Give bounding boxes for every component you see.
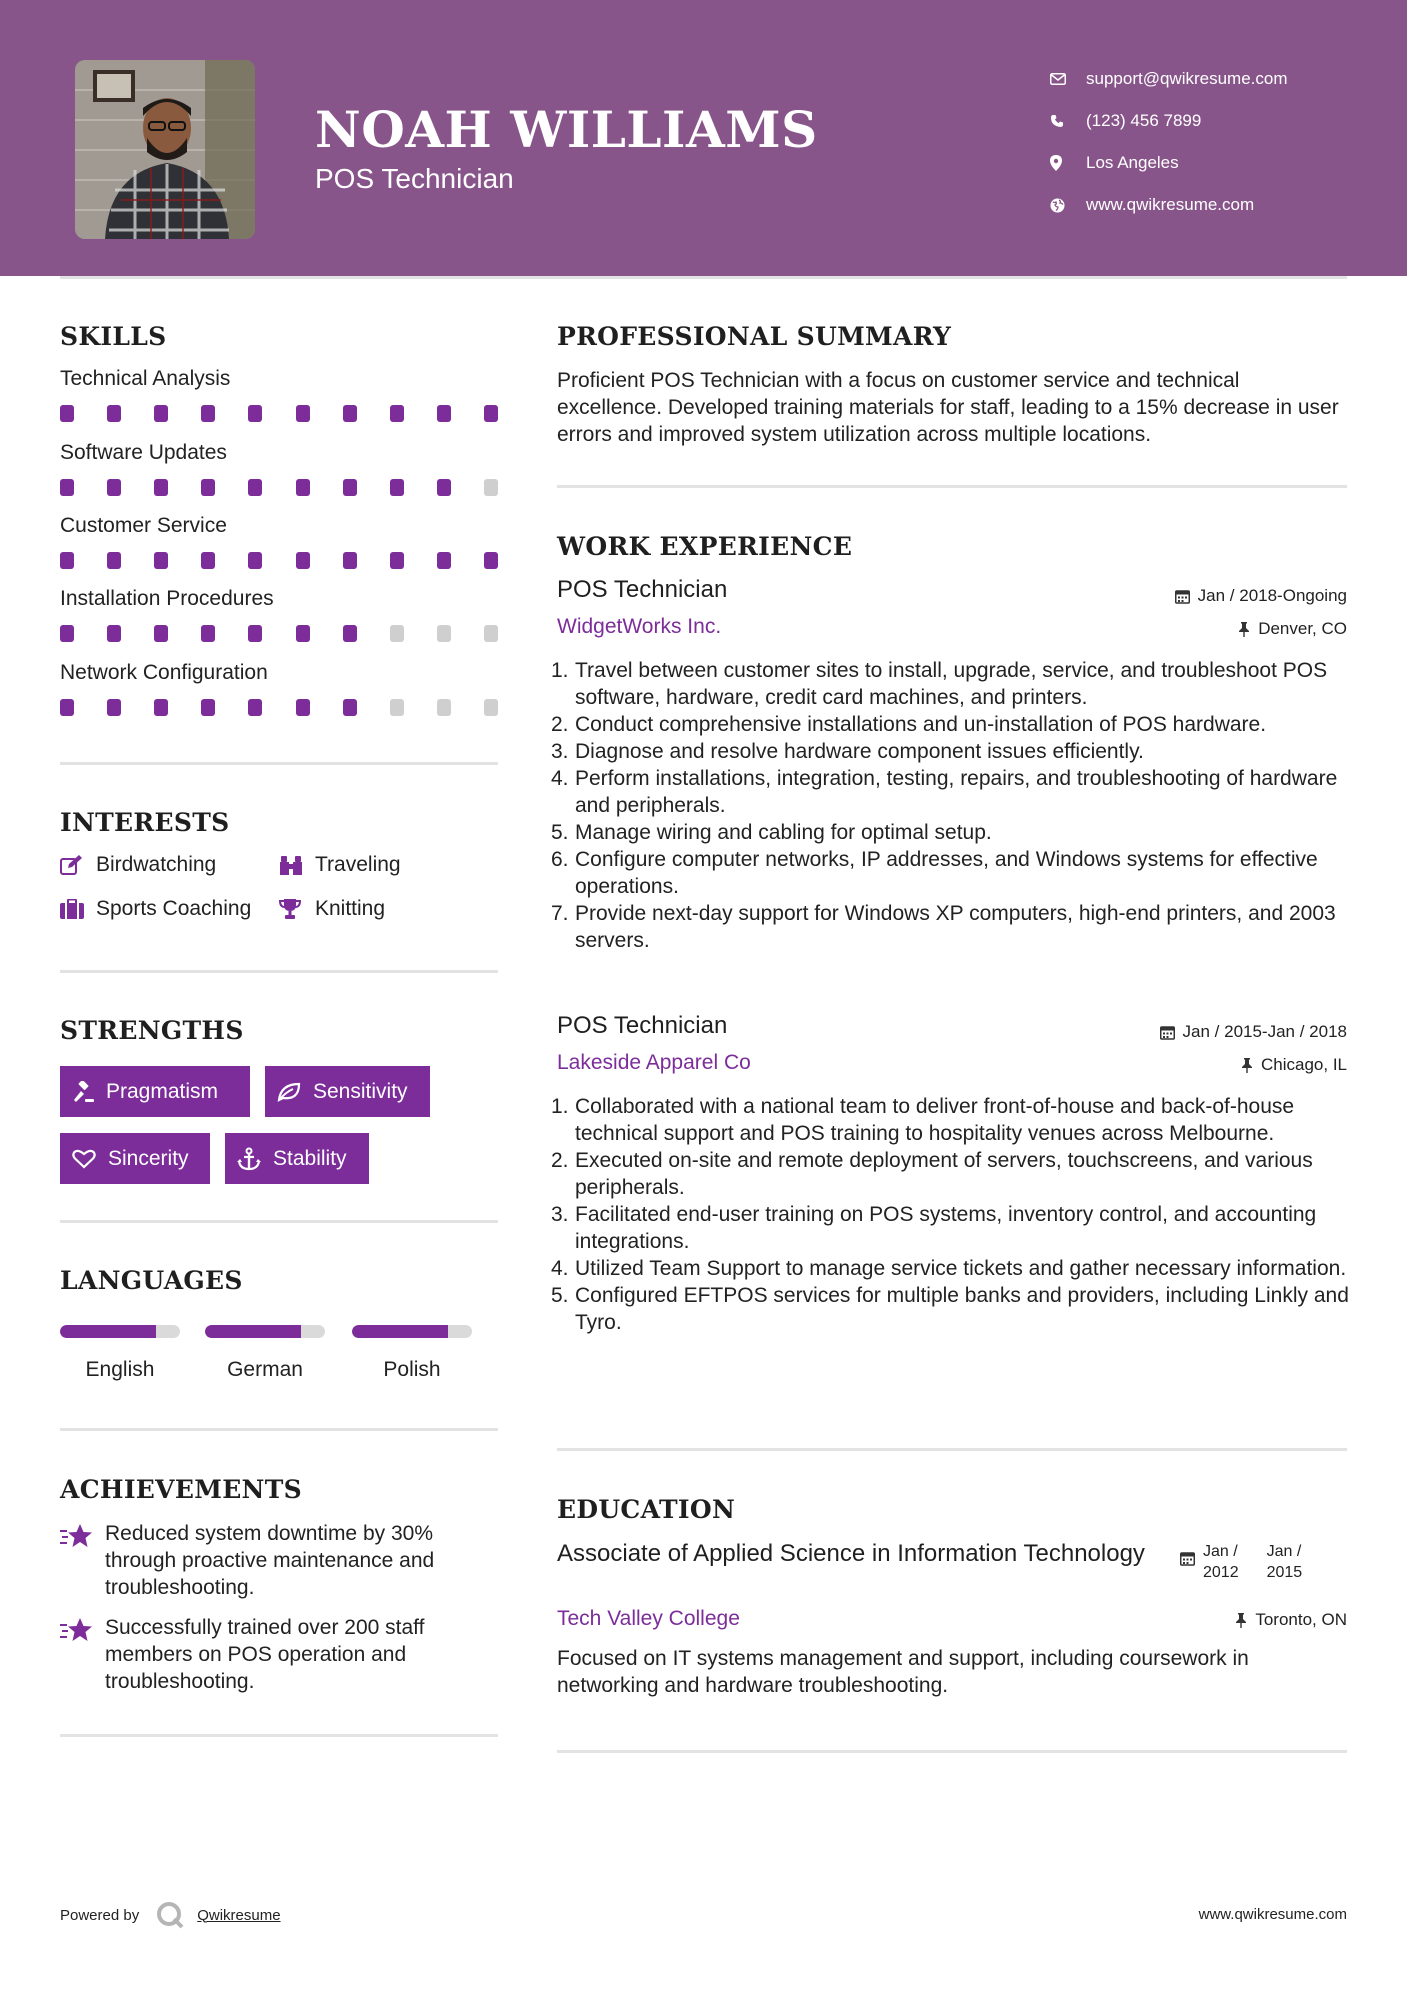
company-name: WidgetWorks Inc.	[557, 615, 722, 638]
skill-name: Network Configuration	[60, 661, 268, 684]
skill-item	[60, 441, 500, 496]
job-dates	[1175, 586, 1347, 606]
job-responsibilities	[551, 1093, 1357, 1336]
education-heading: EDUCATION	[557, 1495, 736, 1524]
skill-dot-filled	[390, 552, 404, 569]
contact-phone[interactable]	[1050, 100, 1288, 142]
interest-item	[279, 897, 385, 921]
bullet-text: Facilitated end-user training on POS systems, inventory control, and accounting integrations.	[575, 1203, 1317, 1253]
skill-dot-filled	[343, 699, 357, 716]
skill-dot-filled	[107, 479, 121, 496]
powered-by-text: Powered by	[60, 1906, 140, 1924]
skill-name: Customer Service	[60, 514, 227, 537]
skill-dot-filled	[154, 479, 168, 496]
skill-dot-filled	[60, 405, 74, 422]
skill-dot-filled	[60, 552, 74, 569]
job-dates	[1160, 1022, 1347, 1042]
job-location	[1238, 619, 1347, 639]
skill-rating	[60, 552, 498, 569]
calendar-icon	[1175, 589, 1190, 604]
experience-heading: WORK EXPERIENCE	[557, 532, 853, 561]
skill-dot-filled	[107, 699, 121, 716]
list-item: 5. Configured EFTPOS services for multiple banks and providers, including Linkly and Tyro.	[551, 1284, 1349, 1334]
language-item	[352, 1325, 472, 1382]
language-level-fill	[60, 1325, 156, 1338]
education-description: Focused on IT systems management and support, including coursework in networking and hardware troubleshooting.	[557, 1647, 1249, 1697]
skill-rating	[60, 625, 498, 642]
strength-tag	[225, 1133, 369, 1184]
skill-dot-filled	[343, 405, 357, 422]
language-level-bar	[205, 1325, 325, 1338]
bullet-text: Manage wiring and cabling for optimal setup.	[575, 821, 992, 844]
summary-heading: PROFESSIONAL SUMMARY	[557, 322, 952, 351]
language-level-fill	[205, 1325, 301, 1338]
footer-brand-link[interactable]: Qwikresume	[197, 1906, 281, 1924]
trophy-icon	[279, 898, 315, 920]
leaf-icon	[277, 1082, 301, 1102]
language-name: English	[85, 1358, 155, 1381]
section-divider	[60, 1734, 498, 1737]
list-item: 4. Perform installations, integration, testing, repairs, and troubleshooting of hardware and peripherals.	[551, 767, 1338, 817]
interest-label: Birdwatching	[96, 853, 217, 876]
section-divider	[60, 1220, 498, 1223]
skill-dot-filled	[343, 552, 357, 569]
bullet-text: Configured EFTPOS services for multiple banks and providers, including Linkly and Tyro.	[575, 1284, 1349, 1334]
skill-dot-empty	[437, 699, 451, 716]
contact-list	[1050, 58, 1288, 226]
skill-item	[60, 367, 500, 422]
binoculars-icon	[279, 854, 315, 876]
bullet-text: Provide next-day support for Windows XP computers, high-end printers, and 2003 servers.	[575, 902, 1336, 952]
language-name: Polish	[383, 1358, 441, 1381]
languages-heading: LANGUAGES	[60, 1266, 243, 1295]
skill-dot-filled	[296, 699, 310, 716]
profile-photo	[75, 60, 255, 239]
contact-location-text: Los Angeles	[1086, 153, 1179, 172]
section-divider	[60, 970, 498, 973]
job-dates-text: Jan / 2015-Jan / 2018	[1182, 1022, 1347, 1041]
achievement-text: Reduced system downtime by 30% through proactive maintenance and troubleshooting.	[105, 1522, 435, 1599]
education-location-text: Toronto, ON	[1255, 1610, 1347, 1629]
bullet-text: Conduct comprehensive installations and un-installation of POS hardware.	[575, 713, 1267, 736]
list-item: 3. Diagnose and resolve hardware component issues efficiently.	[551, 740, 1144, 763]
summary-text: Proficient POS Technician with a focus on customer service and technical excellence. Developed training materials for staff, leading to a 15% decrease in user errors and improved system utilization across multiple locations.	[557, 369, 1339, 446]
list-item: 5. Manage wiring and cabling for optimal setup.	[551, 821, 992, 844]
skill-dot-filled	[201, 552, 215, 569]
job-responsibilities	[551, 657, 1357, 954]
skill-dot-empty	[390, 625, 404, 642]
skill-name: Software Updates	[60, 441, 227, 464]
interest-item	[60, 897, 251, 921]
skill-dot-filled	[60, 625, 74, 642]
skill-dot-filled	[107, 552, 121, 569]
job-title: POS Technician	[557, 576, 728, 603]
language-level-fill	[352, 1325, 448, 1338]
globe-icon	[1050, 198, 1086, 213]
contact-website-text: www.qwikresume.com	[1086, 195, 1255, 214]
education-start	[1203, 1541, 1239, 1583]
skill-dot-filled	[154, 699, 168, 716]
skill-dot-filled	[107, 405, 121, 422]
skill-item	[60, 587, 500, 642]
degree-title: Associate of Applied Science in Information Technology	[557, 1540, 1145, 1567]
strength-tag	[265, 1066, 430, 1117]
pushpin-icon	[1241, 1058, 1253, 1073]
list-item: 2. Executed on-site and remote deployment of servers, touchscreens, and various peripherals.	[551, 1149, 1313, 1199]
strength-tag	[60, 1066, 250, 1117]
education-dates	[1180, 1541, 1330, 1583]
skill-dot-empty	[484, 625, 498, 642]
bullet-text: Executed on-site and remote deployment of servers, touchscreens, and various peripherals.	[575, 1149, 1313, 1199]
skill-dot-filled	[201, 699, 215, 716]
job-title: POS Technician	[557, 1012, 728, 1039]
header-divider	[60, 276, 1347, 279]
footer-website[interactable]: www.qwikresume.com	[1198, 1906, 1347, 1923]
strength-label: Stability	[273, 1146, 347, 1170]
language-item	[205, 1325, 325, 1382]
list-item: 1. Collaborated with a national team to deliver front-of-house and back-of-house technical support and POS training to hospitality venues across Melbourne.	[551, 1095, 1295, 1145]
end-month: Jan /	[1266, 1543, 1302, 1560]
end-year: 2015	[1266, 1564, 1303, 1581]
strength-label: Sincerity	[108, 1146, 189, 1170]
candidate-title: POS Technician	[315, 163, 514, 194]
skill-dot-filled	[201, 405, 215, 422]
skill-dot-filled	[484, 552, 498, 569]
skill-rating	[60, 405, 498, 422]
section-divider	[557, 1448, 1347, 1451]
list-item: 6. Configure computer networks, IP addresses, and Windows systems for effective operations.	[551, 848, 1318, 898]
skill-dot-empty	[390, 699, 404, 716]
language-level-bar	[60, 1325, 180, 1338]
education-end	[1267, 1541, 1303, 1583]
language-name: German	[227, 1358, 303, 1381]
skill-dot-filled	[296, 625, 310, 642]
education-location	[1235, 1610, 1347, 1630]
calendar-icon	[1160, 1025, 1175, 1040]
list-item: 3. Facilitated end-user training on POS systems, inventory control, and accounting integrations.	[551, 1203, 1317, 1253]
bullet-text: Collaborated with a national team to deliver front-of-house and back-of-house technical support and POS training to hospitality venues across Melbourne.	[575, 1095, 1295, 1145]
heart-icon	[72, 1149, 96, 1169]
skill-dot-filled	[343, 625, 357, 642]
skill-dot-empty	[484, 479, 498, 496]
skill-dot-filled	[60, 479, 74, 496]
skill-rating	[60, 479, 498, 496]
section-divider	[557, 485, 1347, 488]
bullet-text: Diagnose and resolve hardware component issues efficiently.	[575, 740, 1144, 763]
skill-dot-filled	[437, 552, 451, 569]
strength-label: Pragmatism	[106, 1079, 219, 1103]
list-item: 2. Conduct comprehensive installations and un-installation of POS hardware.	[551, 713, 1267, 736]
strengths-heading: STRENGTHS	[60, 1016, 244, 1045]
skill-dot-empty	[484, 699, 498, 716]
skill-dot-filled	[296, 405, 310, 422]
skill-dot-filled	[201, 625, 215, 642]
skill-dot-filled	[248, 552, 262, 569]
bullet-text: Utilized Team Support to manage service tickets and gather necessary information.	[575, 1257, 1347, 1280]
interest-item	[279, 853, 401, 877]
interest-label: Knitting	[315, 897, 386, 920]
skill-dot-filled	[437, 479, 451, 496]
list-item: 1. Travel between customer sites to install, upgrade, service, and troubleshoot POS software, hardware, credit card machines, and printers.	[551, 659, 1328, 709]
interest-label: Traveling	[315, 853, 401, 876]
anchor-icon	[237, 1147, 261, 1171]
list-item: 4. Utilized Team Support to manage service tickets and gather necessary information.	[551, 1257, 1347, 1280]
bullet-text: Perform installations, integration, testing, repairs, and troubleshooting of hardware and peripherals.	[575, 767, 1338, 817]
language-level-bar	[352, 1325, 472, 1338]
candidate-name: NOAH WILLIAMS	[315, 100, 818, 159]
skill-dot-filled	[201, 479, 215, 496]
skill-dot-filled	[154, 625, 168, 642]
phone-icon	[1050, 114, 1086, 128]
skill-dot-filled	[296, 479, 310, 496]
contact-location	[1050, 142, 1288, 184]
qwikresume-logo-icon	[155, 1900, 185, 1930]
bullet-text: Travel between customer sites to install, upgrade, service, and troubleshoot POS software, hardware, credit card machines, and printers.	[575, 659, 1328, 709]
skill-dot-filled	[390, 405, 404, 422]
strength-label: Sensitivity	[313, 1079, 408, 1103]
star-icon	[60, 1520, 105, 1601]
skill-dot-filled	[60, 699, 74, 716]
contact-email[interactable]	[1050, 58, 1288, 100]
job-location	[1241, 1055, 1347, 1075]
job-location-text: Chicago, IL	[1261, 1055, 1347, 1074]
briefcase-icon	[60, 899, 96, 919]
skill-dot-filled	[248, 405, 262, 422]
skill-item	[60, 661, 500, 716]
achievement-item	[60, 1520, 500, 1601]
interests-heading: INTERESTS	[60, 808, 230, 837]
skill-dot-filled	[437, 405, 451, 422]
skill-dot-filled	[107, 625, 121, 642]
contact-phone-text: (123) 456 7899	[1086, 111, 1202, 130]
contact-email-text: support@qwikresume.com	[1086, 69, 1288, 88]
section-divider	[60, 762, 498, 765]
achievement-item	[60, 1614, 500, 1695]
skill-dot-filled	[484, 405, 498, 422]
skill-dot-filled	[248, 699, 262, 716]
skill-item	[60, 514, 500, 569]
company-name: Lakeside Apparel Co	[557, 1051, 751, 1074]
pushpin-icon	[1238, 622, 1250, 637]
start-month: Jan /	[1203, 1543, 1238, 1560]
achievements-heading: ACHIEVEMENTS	[60, 1475, 302, 1504]
strength-tag	[60, 1133, 210, 1184]
bullet-text: Configure computer networks, IP addresses, and Windows systems for effective operations.	[575, 848, 1318, 898]
envelope-icon	[1050, 73, 1086, 85]
section-divider	[60, 1428, 498, 1431]
job-location-text: Denver, CO	[1258, 619, 1347, 638]
calendar-icon	[1180, 1541, 1195, 1583]
language-item	[60, 1325, 180, 1382]
start-year: 2012	[1203, 1564, 1239, 1581]
achievement-text: Successfully trained over 200 staff members on POS operation and troubleshooting.	[105, 1616, 425, 1693]
skill-name: Technical Analysis	[60, 367, 231, 390]
interest-item	[60, 853, 216, 877]
skill-dot-filled	[154, 552, 168, 569]
pushpin-icon	[1235, 1613, 1247, 1628]
edit-icon	[60, 855, 96, 875]
contact-website[interactable]	[1050, 184, 1288, 226]
skill-name: Installation Procedures	[60, 587, 274, 610]
list-item: 7. Provide next-day support for Windows XP computers, high-end printers, and 2003 servers.	[551, 902, 1336, 952]
skill-dot-filled	[154, 405, 168, 422]
skill-dot-empty	[437, 625, 451, 642]
skills-heading: SKILLS	[60, 322, 167, 351]
skill-dot-filled	[343, 479, 357, 496]
skill-rating	[60, 699, 498, 716]
job-dates-text: Jan / 2018-Ongoing	[1197, 586, 1347, 605]
interest-label: Sports Coaching	[96, 897, 252, 920]
skill-dot-filled	[248, 479, 262, 496]
gavel-icon	[72, 1081, 94, 1103]
map-pin-icon	[1050, 155, 1086, 171]
skill-dot-filled	[296, 552, 310, 569]
resume-header	[0, 0, 1407, 276]
school-name: Tech Valley College	[557, 1607, 740, 1630]
section-divider	[557, 1750, 1347, 1753]
star-icon	[60, 1614, 105, 1695]
skill-dot-filled	[248, 625, 262, 642]
footer-powered-by	[60, 1900, 281, 1930]
skill-dot-filled	[390, 479, 404, 496]
